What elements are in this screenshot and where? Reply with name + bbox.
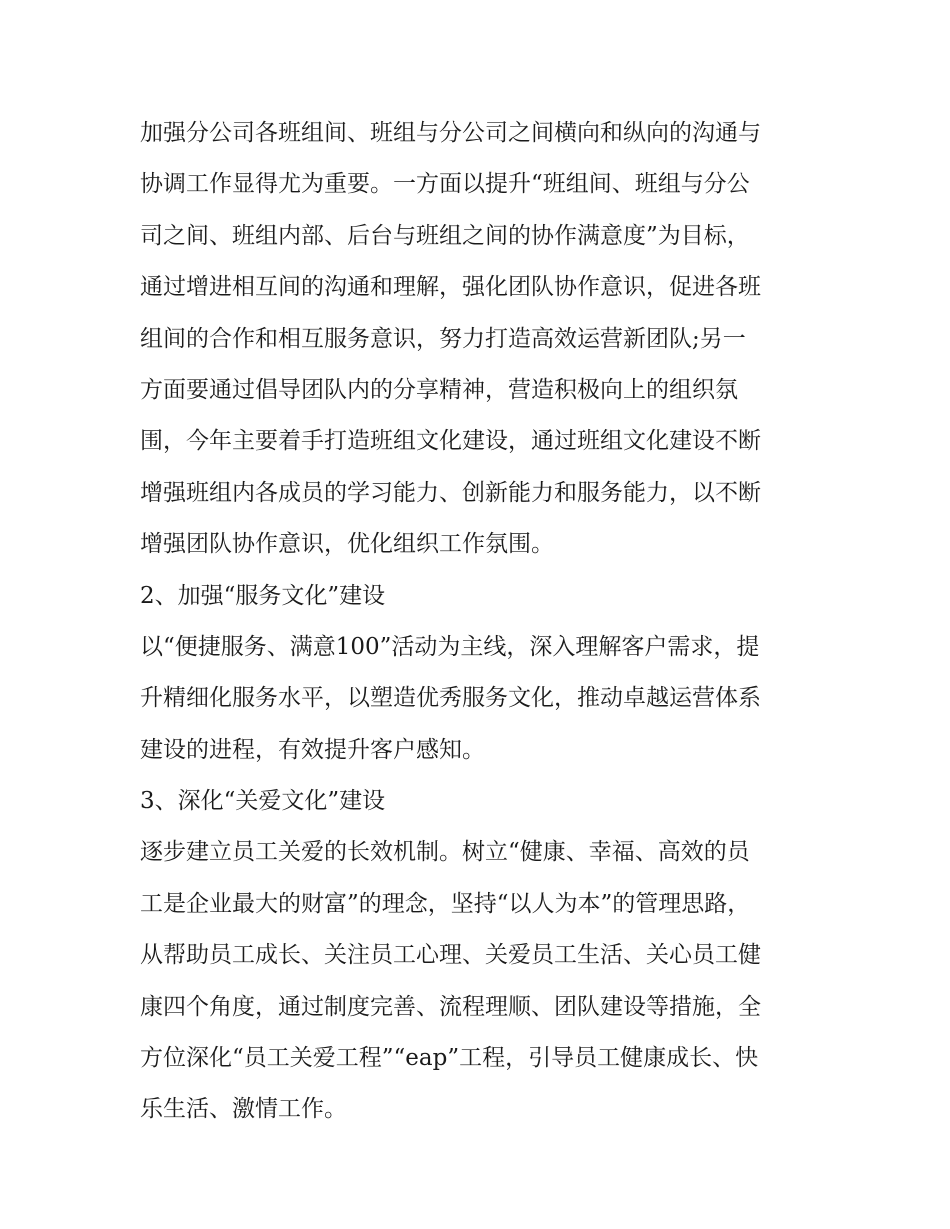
document-body — [140, 108, 820, 1136]
text-line: 从帮助员工成长、关注员工心理、关爱员工生活、关心员工健 — [140, 942, 761, 969]
text-line: 康四个角度，通过制度完善、流程理顺、团队建设等措施，全 — [140, 993, 761, 1020]
text-line: 逐步建立员工关爱的长效机制。树立“健康、幸福、高效的员 — [140, 839, 750, 866]
text-line: 加强分公司各班组间、班组与分公司之间横向和纵向的沟通与 — [140, 120, 761, 146]
text-line: 工是企业最大的财富”的理念，坚持“以人为本”的管理思路， — [140, 890, 751, 917]
text-line: 方位深化“员工关爱工程”“eap”工程，引导员工健康成长、快 — [140, 1045, 759, 1072]
text-line: 以“便捷服务、满意100”活动为主线，深入理解客户需求，提 — [140, 633, 760, 660]
text-line: 增强班组内各成员的学习能力、创新能力和服务能力，以不断 — [140, 479, 761, 506]
text-line: 方面要通过倡导团队内的分享精神，营造积极向上的组织氛 — [140, 376, 738, 403]
text-line: 通过增进相互间的沟通和理解，强化团队协作意识，促进各班 — [140, 274, 761, 301]
section-heading-care-culture: 3、深化“关爱文化”建设 — [140, 788, 386, 815]
text-line: 协调工作显得尤为重要。一方面以提升“班组间、班组与分公 — [140, 171, 750, 198]
text-line: 建设的进程，有效提升客户感知。 — [140, 736, 485, 763]
text-line: 升精细化服务水平，以塑造优秀服务文化，推动卓越运营体系 — [140, 685, 761, 712]
section-heading-service-culture: 2、加强“服务文化”建设 — [140, 582, 386, 609]
text-line: 乐生活、激情工作。 — [140, 1096, 347, 1123]
text-line: 围，今年主要着手打造班组文化建设，通过班组文化建设不断 — [140, 428, 761, 455]
text-line: 增强团队协作意识，优化组织工作氛围。 — [140, 531, 554, 558]
text-line: 组间的合作和相互服务意识，努力打造高效运营新团队;另一 — [140, 325, 746, 352]
text-line: 司之间、班组内部、后台与班组之间的协作满意度”为目标， — [140, 222, 750, 249]
